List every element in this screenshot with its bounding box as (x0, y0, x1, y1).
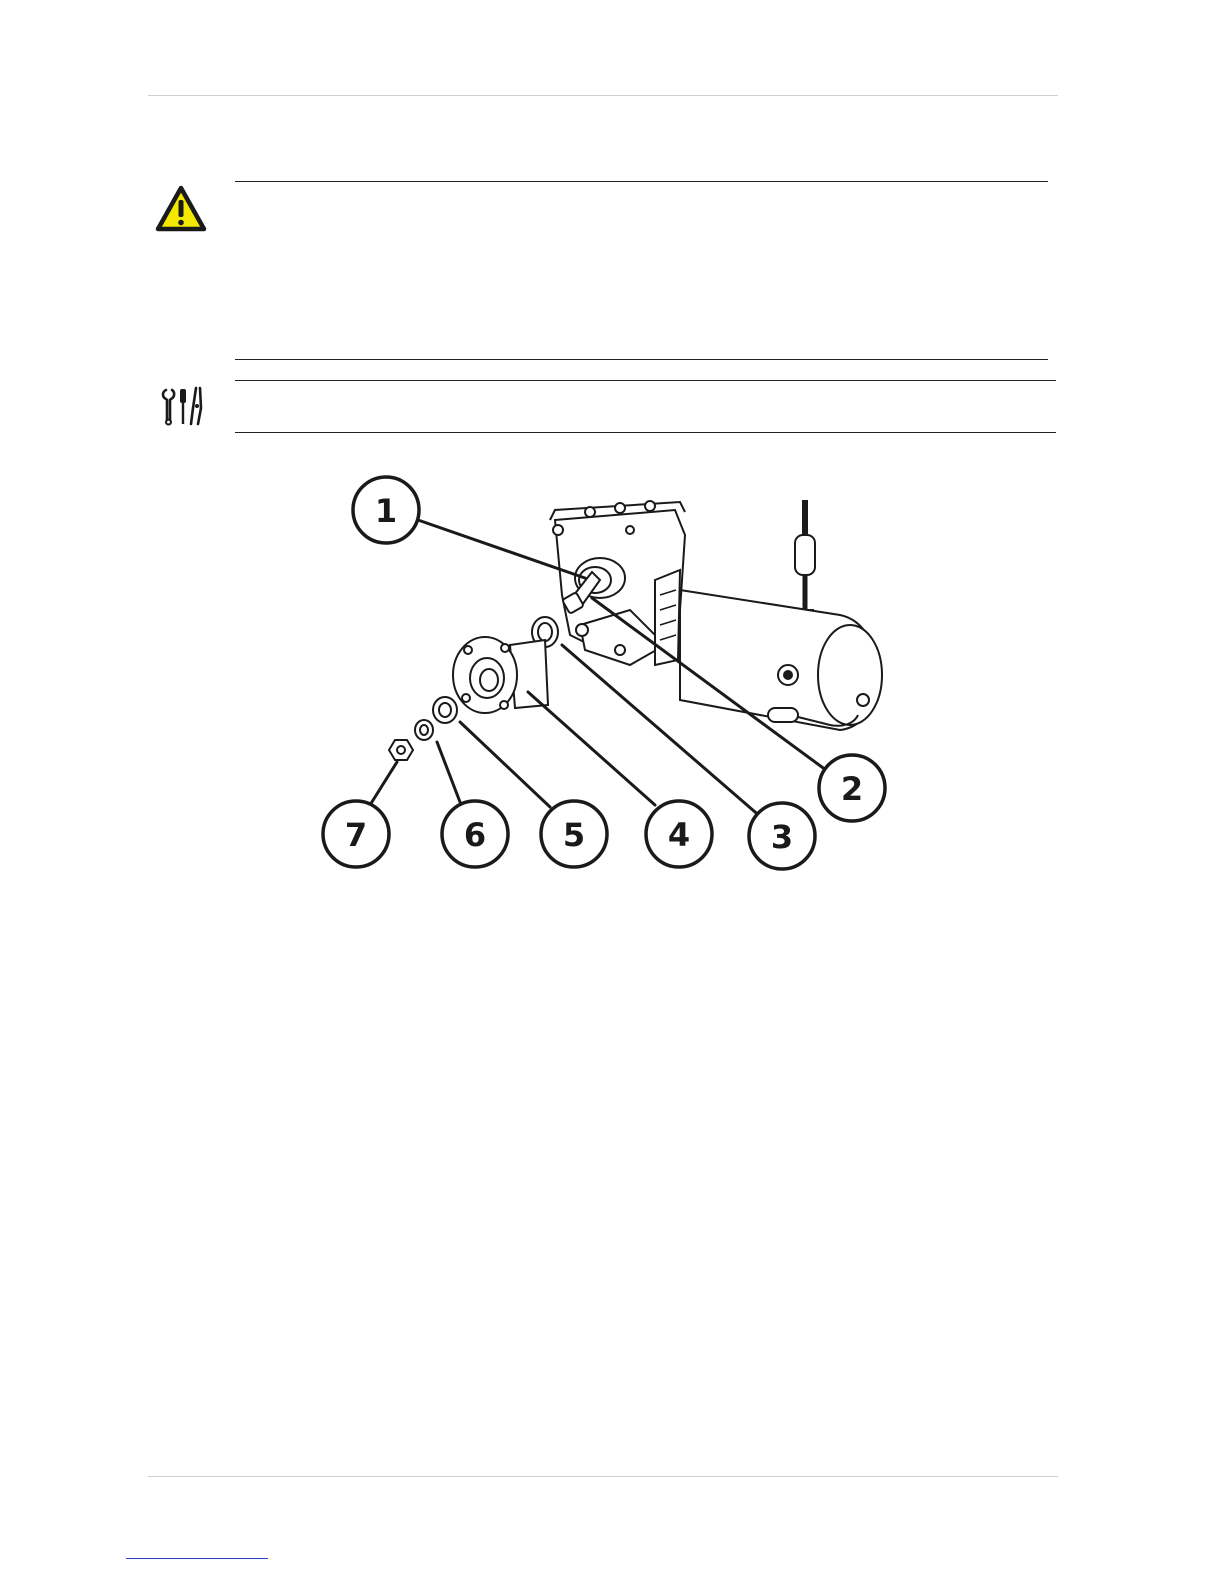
header-rule (148, 95, 1058, 96)
callout-label-5: 5 (562, 816, 586, 854)
footer-rule (148, 1476, 1058, 1477)
leader-line-7 (370, 762, 397, 805)
warning-top-rule (235, 181, 1048, 182)
parts-diagram (300, 460, 900, 890)
tools-block (160, 380, 1060, 436)
callout-label-1: 1 (374, 492, 398, 530)
warning-block (155, 181, 1055, 361)
callout-label-7: 7 (344, 816, 368, 854)
tools-top-rule (235, 380, 1056, 381)
footnote-separator (126, 1558, 268, 1559)
tools-bottom-rule (235, 432, 1056, 433)
leader-line-5 (460, 722, 550, 807)
warning-bottom-rule (235, 359, 1048, 360)
callout-label-4: 4 (667, 816, 691, 854)
callout-label-6: 6 (463, 816, 487, 854)
callout-label-2: 2 (840, 770, 864, 808)
callout-label-3: 3 (770, 818, 794, 856)
warning-triangle-icon (155, 185, 207, 233)
tools-icon (160, 386, 208, 426)
leader-line-6 (437, 742, 460, 802)
